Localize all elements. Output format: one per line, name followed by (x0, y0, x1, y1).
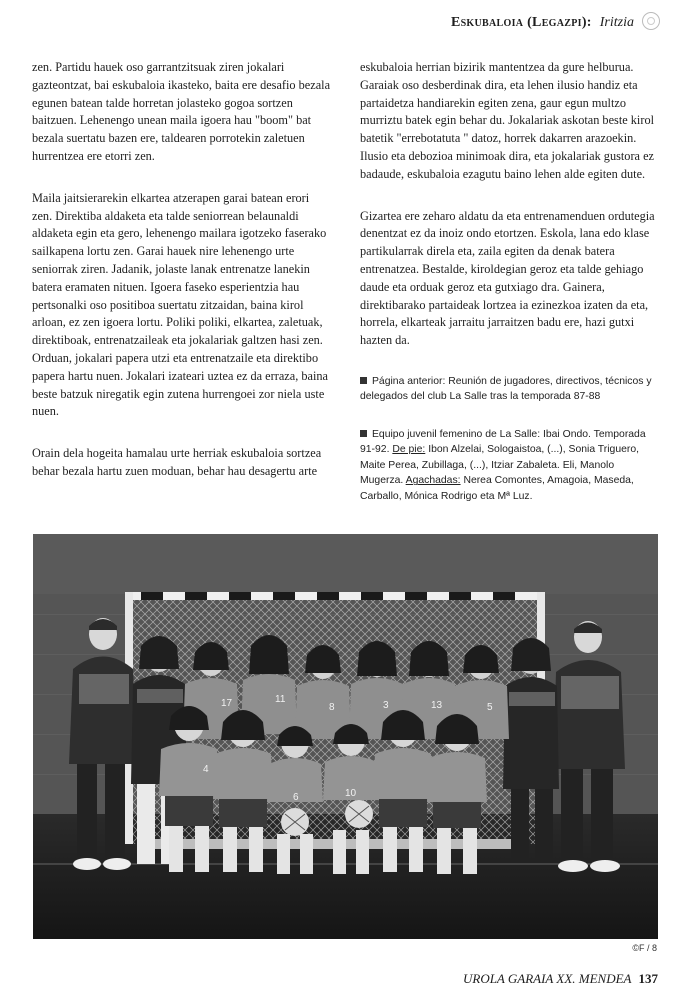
photo-credit: ©F / 8 (632, 943, 657, 953)
page-number: 137 (638, 971, 658, 986)
publication-title: UROLA GARAIA XX. MENDEA (462, 971, 632, 986)
jersey-number: 10 (345, 788, 357, 799)
left-paragraph-3: Orain dela hogeita hamalau urte herriak eskubaloia sortzea behar bezala hartu zuen moduan, behar hau desagertu arte (32, 446, 322, 478)
team-photo (33, 534, 658, 939)
right-paragraph-1: eskubaloia herrian bizirik mantentzea da gure helburua. Garaiak oso desberdinak dira, eta lehen ilusio handiz eta partaidetza handiarekin egiten zena, gaur egun multzo murriztu batek egin behar du. Jokalariak askotan beste kirol batetik "errebotatuta " datoz, horrek dakarren arazoekin. Ilusio eta debozioa minimoak dira, eta jokalariak gustora ez badaude, eskubaloia ezagutu baino lehen alde egiten dute. (360, 60, 655, 181)
caption-previous-page (360, 374, 660, 405)
running-footer (463, 971, 658, 987)
right-paragraph-2: Gizartea ere zeharo aldatu da eta entrenamenduen ordutegia denentzat ez da inoiz ondo etortzen. Eskola, lana edo klase partikularrak direla eta, zaila egiten da denak batera entrenatzea. Bestalde, kiroldegian geroz eta talde gehiago daude eta orduak geroz eta gutxiago dra. Gainera, direktibarako partaideak lortzea ia ezinezkoa izaten da eta, horrela, elkarteak jarraitu jarraitzen badu ere, hazi gutxi hazten da. (360, 208, 655, 348)
left-paragraph-2: Maila jaitsierarekin elkartea atzerapen garai batean erori zen. Direktiba aldaketa eta talde seniorrean belaunaldi aldaketa egin eta gero, lehenengo mailara igotzeko faserako sailkapena lortu zen. Garai hauek nire lehenengo urte seniorrak ziren. Jadanik, jolaste lanak entrenatze lanekin batera eramaten nituen. Igoera faseko esperientzia hau pertsonalki oso positiboa suertatu zitzaidan, baina kirol arloan, ez zen igoera lortu. Poliki poliki, elkartea, zaletuak, direktiboak, entrenatzaileak eta jokalariak galtzen hasi zen. Orduan, jokalari papera utzi eta entrenatzaile eta direktibo papera hartu nuen. Jokalari izateari uztea ez da erraza, baina beste batzuk niregatik egin zutena hurrengoei zor niela uste nuen. (32, 190, 328, 419)
team-photo-drawing (33, 534, 658, 939)
caption-previous-text: Página anterior: Reunión de jugadores, directivos, técnicos y delegados del club La Salle tras la temporada 87-88 (360, 375, 652, 403)
emblem-icon (642, 12, 660, 30)
jersey-number: 11 (275, 694, 286, 705)
left-column (32, 59, 332, 505)
caption-team-photo (360, 427, 660, 505)
running-header (451, 14, 660, 32)
square-bullet-icon (360, 430, 367, 437)
caption-label-crouching: Agachadas: (405, 475, 461, 487)
caption-team-intro: Equipo juvenil femenino de La Salle: Ibai Ondo. Temporada 91-92. (360, 428, 646, 456)
section-subtitle: Iritzia (599, 15, 634, 30)
square-bullet-icon (360, 377, 367, 384)
jersey-number: 17 (221, 698, 233, 709)
caption-standing-names: Ibon Alzelai, Sologaistoa, (...), Sonia Triguero, Maite Perea, Zubillaga, (...), Itziar Zabaleta. Eli, Manolo Mugerza. (360, 444, 640, 487)
jersey-number: 4 (203, 764, 209, 775)
jersey-number: 5 (487, 702, 493, 713)
right-column (360, 59, 660, 526)
caption-label-standing: De pie: (392, 444, 426, 456)
section-title: Eskubaloia (Legazpi): (450, 15, 592, 30)
caption-crouching-names: Nerea Comontes, Amagoia, Maseda, Carballo, Mónica Rodrigo eta Mª Luz. (360, 475, 634, 502)
jersey-number: 8 (329, 702, 335, 713)
jersey-number: 6 (293, 792, 299, 803)
jersey-number: 3 (383, 700, 389, 711)
left-paragraph-1: zen. Partidu hauek oso garrantzitsuak ziren jokalari gazteontzat, bai eskubaloia ikasteko, baita ere desafio bezala egunen batean talde horretan jolasteko gogoa sortzen baitzuen. Lehenengo unean maila igoera hau "boom" bat bezala suertatu bazen ere, taldearen porrotekin zaletuen hurrentzea ere etorri zen. (32, 60, 331, 163)
jersey-number: 13 (431, 700, 443, 711)
